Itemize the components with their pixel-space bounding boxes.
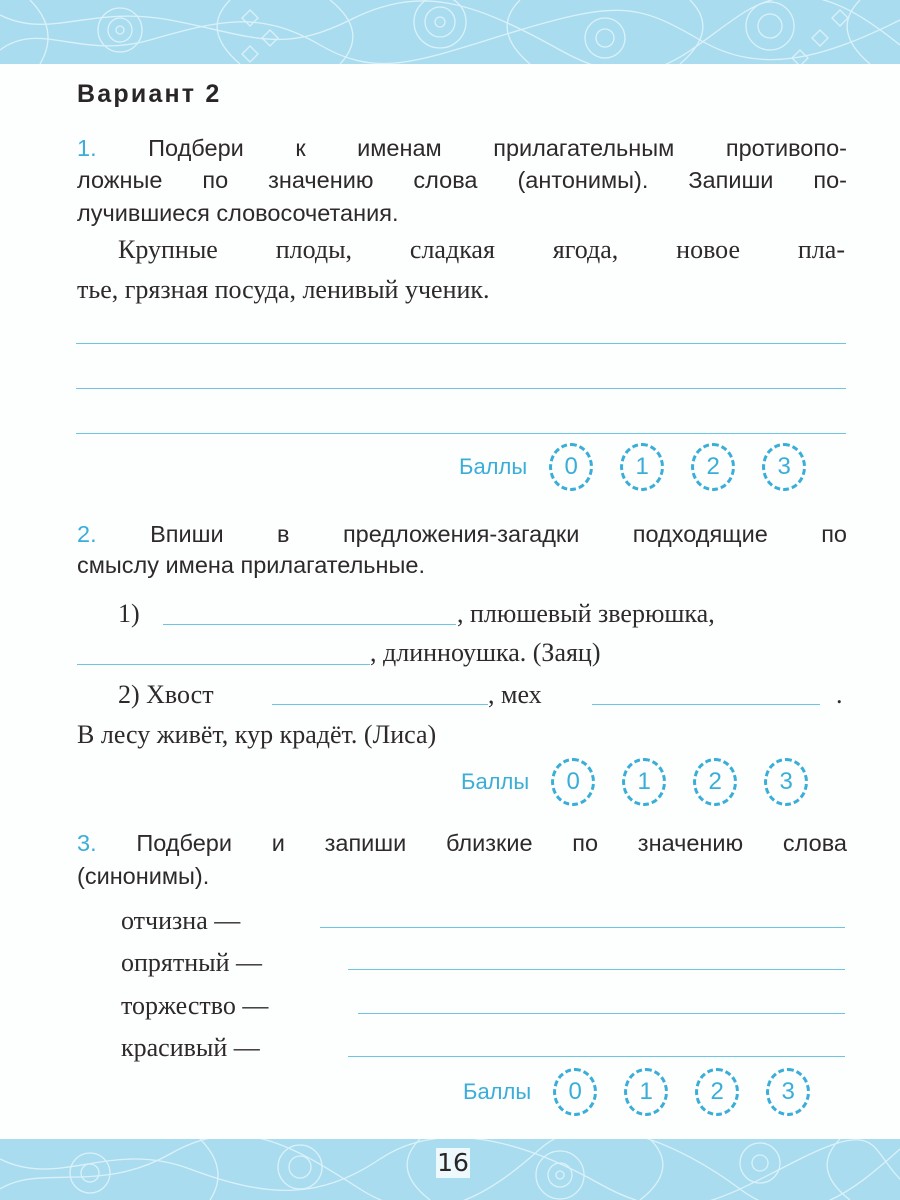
task-1-instruction-line-3: лучившиеся словосочетания. [77,200,399,226]
task-2-instruction-line-2: смыслу имена прилагательные. [77,552,425,578]
synonym-blank-4[interactable] [348,1056,845,1057]
score-label: Баллы [463,1079,532,1104]
task-1-instruction-line-2: ложные по значению слова (антонимы). Запиши по- [77,167,847,193]
riddle-2-label: 2) Хвост [118,680,214,709]
page-number: 16 [437,1148,469,1177]
task-1-score-3[interactable]: 3 [762,443,806,491]
task-3-number: 3. [77,830,97,856]
task-1-score-1[interactable]: 1 [620,443,664,491]
decorative-header-band [0,0,900,64]
synonym-word-2: опрятный — [121,948,263,977]
task-1-exercise-line-1: Крупные плоды, сладкая ягода, новое пла- [118,235,845,264]
synonym-word-1: отчизна — [121,906,241,935]
synonym-word-3: торжество — [121,991,269,1020]
synonym-blank-3[interactable] [358,1013,845,1014]
riddle-1-blank-2[interactable] [77,664,370,665]
riddle-2-text-end: . [836,680,843,709]
task-2-score-3[interactable]: 3 [764,758,808,806]
synonym-blank-2[interactable] [348,969,845,970]
task-1-answer-line-3[interactable] [76,433,846,434]
riddle-1-text-2: , длинноушка. (Заяц) [370,638,601,667]
task-2-score-0[interactable]: 0 [551,758,595,806]
riddle-1-label: 1) [118,599,140,628]
task-1-answer-line-1[interactable] [76,343,846,344]
task-2-number: 2. [77,521,97,547]
synonym-blank-1[interactable] [320,927,845,928]
task-3-score-2[interactable]: 2 [695,1068,739,1116]
task-3-score-1[interactable]: 1 [624,1068,668,1116]
task-2-score [461,757,808,807]
task-2-instruction-line-1: 2. Впиши в предложения-загадки подходящие по [77,521,848,547]
riddle-2-blank-2[interactable] [592,704,820,705]
riddle-2-line-2: В лесу живёт, кур крадёт. (Лиса) [77,720,437,749]
task-3-score-0[interactable]: 0 [553,1068,597,1116]
synonym-word-4: красивый — [121,1033,260,1062]
task-1-instruction-line-1: 1. Подбери к именам прилагательным противопо- [77,135,847,161]
score-label: Баллы [459,454,528,479]
task-1-answer-line-2[interactable] [76,388,846,389]
task-3-score [463,1067,810,1117]
score-label: Баллы [461,769,530,794]
riddle-1-blank-1[interactable] [163,624,456,625]
riddle-2-blank-1[interactable] [272,704,488,705]
task-1-score-0[interactable]: 0 [549,443,593,491]
task-3-instruction-line-1: 3. Подбери и запиши близкие по значению слова [77,830,847,856]
variant-title: Вариант 2 [77,80,222,108]
task-1-exercise-line-2: тье, грязная посуда, ленивый ученик. [77,275,490,304]
task-3-instruction-line-2: (синонимы). [77,863,210,889]
task-3-score-3[interactable]: 3 [766,1068,810,1116]
task-2-score-1[interactable]: 1 [622,758,666,806]
riddle-1-text-1: , плюшевый зверюшка, [457,599,715,628]
riddle-2-text-middle: , мех [488,680,542,709]
task-1-score [459,442,806,492]
task-2-score-2[interactable]: 2 [693,758,737,806]
task-1-score-2[interactable]: 2 [691,443,735,491]
lace-pattern-icon [0,0,900,64]
task-1-number: 1. [77,135,97,161]
